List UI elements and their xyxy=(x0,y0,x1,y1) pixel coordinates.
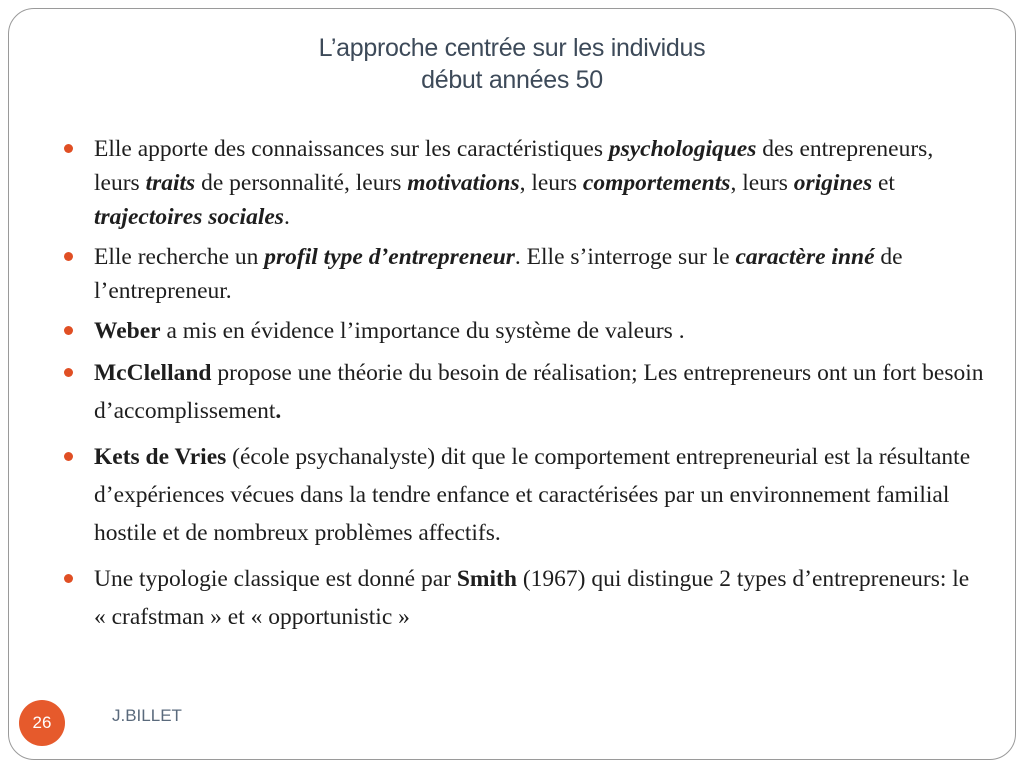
emphasis-text: traits xyxy=(145,170,196,196)
bullet-item xyxy=(64,240,984,308)
emphasis-text: comportements xyxy=(582,170,731,196)
slide-number-badge: 26 xyxy=(19,700,65,746)
bullet-text: . xyxy=(283,204,290,230)
bullet-text: Une typologie classique est donné par xyxy=(94,566,457,592)
bullet-dot-icon xyxy=(64,368,73,377)
emphasis-text: trajectoires sociales xyxy=(94,204,284,230)
bullet-text: Elle recherche un xyxy=(94,244,265,270)
bullet-text: et xyxy=(872,170,895,196)
bullet-text: Elle apporte des connaissances sur les caractéristiques xyxy=(94,136,609,162)
bullet-text: , leurs xyxy=(730,170,794,196)
bullet-item xyxy=(64,354,984,430)
bullet-dot-icon xyxy=(64,144,73,153)
bullet-text: . xyxy=(275,398,282,424)
bullet-text: des entrepreneurs, leurs xyxy=(94,136,934,196)
bullet-text: a mis en évidence l’importance du système de valeurs . xyxy=(160,318,685,344)
footer-author: J.BILLET xyxy=(112,706,182,725)
bullet-text: de personnalité, leurs xyxy=(195,170,408,196)
bullet-text: propose une théorie du besoin de réalisation; Les entrepreneurs ont un fort besoin d’accomplissement xyxy=(94,360,984,424)
bullet-dot-icon xyxy=(64,252,73,261)
bullet-text: . Elle s’interroge sur le xyxy=(514,244,736,270)
slide-title xyxy=(0,32,1024,96)
bullet-item xyxy=(64,560,984,636)
bullet-list xyxy=(64,132,984,636)
emphasis-text: profil type d’entrepreneur xyxy=(264,244,515,270)
author-name-kets-de-vries: Kets de Vries xyxy=(94,444,227,470)
title-line-1: L’approche centrée sur les individus xyxy=(318,34,706,62)
bullet-text: (école psychanalyste) dit que le comportement entrepreneurial est la résultante d’expériences vécues dans la tendre enfance et caractérisées par un environnement familial hostile et de nombreux problèmes affectifs. xyxy=(94,444,971,546)
bullet-dot-icon xyxy=(64,452,73,461)
emphasis-text: origines xyxy=(793,170,873,196)
emphasis-text: caractère inné xyxy=(735,244,875,270)
title-line-2: début années 50 xyxy=(421,66,603,94)
bullet-dot-icon xyxy=(64,326,73,335)
bullet-item xyxy=(64,132,984,234)
author-name-smith: Smith xyxy=(456,566,517,592)
author-name-mcclelland: McClelland xyxy=(94,360,212,386)
bullet-text: de l’entrepreneur. xyxy=(94,244,903,304)
bullet-item xyxy=(64,314,984,348)
emphasis-text: motivations xyxy=(407,170,520,196)
author-name-weber: Weber xyxy=(94,318,161,344)
bullet-text: , leurs xyxy=(519,170,583,196)
bullet-dot-icon xyxy=(64,574,73,583)
emphasis-text: psychologiques xyxy=(608,136,757,162)
bullet-item xyxy=(64,438,984,552)
bullet-text: (1967) qui distingue 2 types d’entrepreneurs: le « crafstman » et « opportunistic » xyxy=(94,566,970,630)
